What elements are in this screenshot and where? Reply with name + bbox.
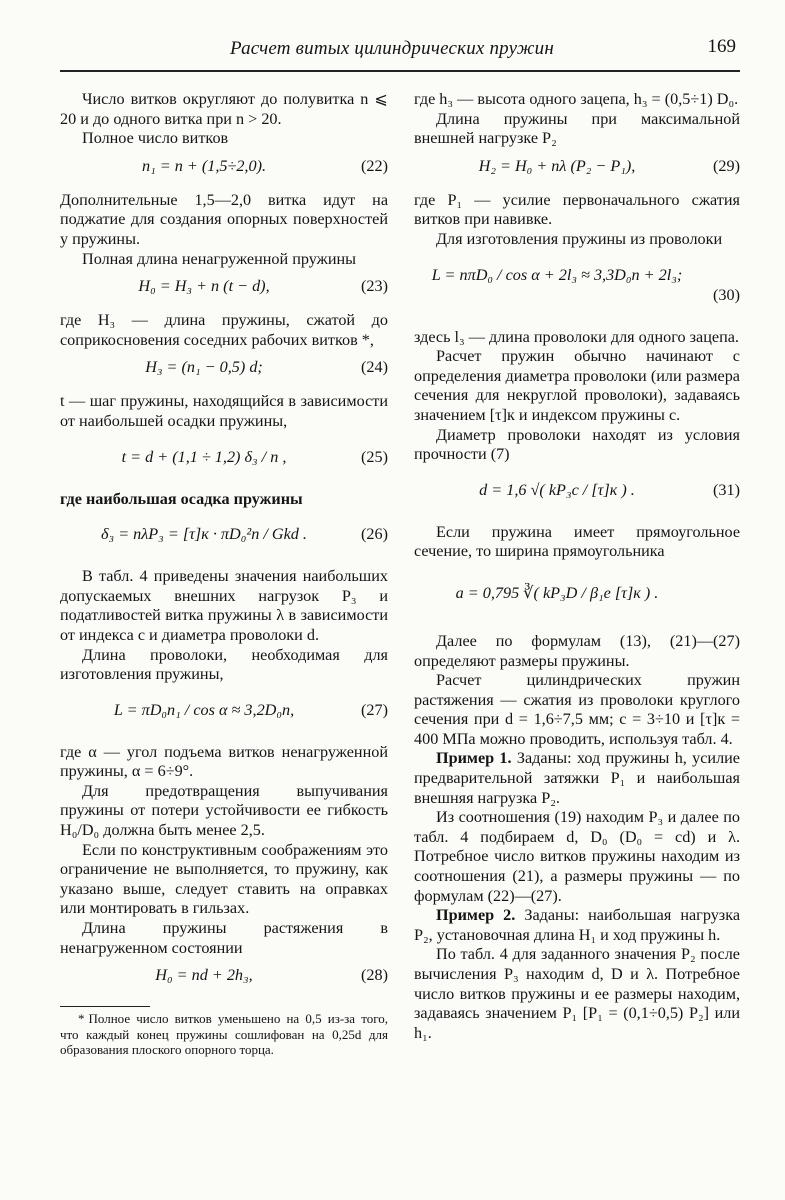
- equation-number: (31): [713, 480, 740, 499]
- equation-expression: H₀ = nd + 2h₃,: [155, 966, 253, 985]
- equation-number: (27): [361, 700, 388, 719]
- paragraph: Полная длина ненагруженной пружины: [82, 249, 357, 268]
- equation-number: (22): [361, 156, 388, 175]
- paragraph: Длина пружины растяжения в ненагруженном состоянии: [60, 919, 388, 957]
- right-column: [414, 90, 740, 1043]
- paragraph: где наибольшая осадка пружины: [60, 489, 303, 508]
- paragraph: Расчет пружин обычно начинают с определения диаметра проволоки (или размера сечения для некруглой проволоки), задаваясь значением [τ]к и индексом пружины c.: [414, 347, 740, 424]
- paragraph: Для предотвращения выпучивания пружины от потери устойчивости ее гибкость H₀/D₀ должна быть менее 2,5.: [60, 781, 388, 840]
- equation-expression: L = nπD₀ / cos α + 2l₃ ≈ 3,3D₀n + 2l₃;: [431, 265, 683, 284]
- header-rule: [60, 70, 740, 72]
- footnote-rule: [60, 1006, 150, 1007]
- paragraph: Число витков округляют до полувитка n ⩽ 20 и до одного витка при n > 20.: [60, 90, 388, 128]
- paragraph: [414, 749, 740, 808]
- equation-number: (26): [361, 525, 388, 544]
- paragraph: Дополнительные 1,5—2,0 витка идут на поджатие для создания опорных поверхностей у пружины.: [60, 190, 388, 248]
- equation-22: [60, 153, 388, 185]
- paragraph: Расчет цилиндрических пружин растяжения — сжатия из проволоки круглого сечения при d = 1,6÷7,5 мм; c = 3÷10 и [τ]к = 400 МПа можно проводить, используя табл. 4.: [414, 671, 740, 748]
- equation-23: [60, 273, 388, 305]
- example-label: Пример 1.: [436, 749, 512, 768]
- equation-number: (29): [713, 156, 740, 175]
- equation-number: (25): [361, 447, 388, 466]
- footnote-mark: *: [78, 1011, 85, 1027]
- paragraph: Если пружина имеет прямоугольное сечение, то ширина прямоугольника: [414, 522, 740, 561]
- paragraph: Длина пружины при максимальной внешней нагрузке P₂: [414, 109, 740, 148]
- equation-expression: L = πD₀n₁ / cos α ≈ 3,2D₀n,: [113, 700, 295, 719]
- paragraph: [414, 906, 740, 945]
- equation-expression: n₁ = n + (1,5÷2,0).: [141, 156, 267, 175]
- equation-24: [60, 354, 388, 386]
- equation-25: [60, 436, 388, 484]
- paragraph: Для изготовления пружины из проволоки: [436, 229, 723, 248]
- example-text: Заданы: ход пружины h, усилие предварительной затяжки P₁ и наибольшая внешняя нагрузка P₂.: [414, 749, 740, 807]
- running-title: Расчет витых цилиндрических пружин: [230, 38, 554, 59]
- paragraph: Из соотношения (19) находим P₃ и далее по табл. 4 подбираем d, D₀ (D₀ = cd) и λ. Потребное число витков пружины находим из соотношения (21), а размеры пружины — по формулам (22)—(27).: [414, 808, 740, 905]
- equation-26: [60, 513, 388, 561]
- equation-expression: H₂ = H₀ + nλ (P₂ − P₁),: [478, 156, 636, 175]
- paragraph: По табл. 4 для заданного значения P₂ после вычисления P₃ находим d, D и λ. Потребное число витков пружины и ее размеры находим, задаваясь значением P₁ [P₁ = (0,1÷0,5) P₂] или h₁.: [414, 945, 740, 1042]
- paragraph: Полное число витков: [82, 129, 229, 148]
- equation-expression: d = 1,6 √( kP₃c / [τ]к ) .: [479, 480, 635, 499]
- equation-number: (23): [361, 277, 388, 296]
- paragraph: где α — угол подъема витков ненагруженной пружины, α = 6÷9°.: [60, 742, 388, 781]
- page-header: [60, 30, 740, 70]
- equation-number: (28): [361, 966, 388, 985]
- footnote-text: Полное число витков уменьшено на 0,5 из-за того, что каждый конец пружины сошлифован на 0,25d для образования плоского опорного торца.: [60, 1011, 388, 1058]
- example-text: Заданы: наибольшая нагрузка P₂, установочная длина H₁ и ход пружины h.: [414, 906, 740, 944]
- equation-expression: H₀ = H₃ + n (t − d),: [138, 277, 270, 296]
- paragraph: Длина проволоки, необходимая для изготовления пружины,: [60, 645, 388, 684]
- equation-29: [414, 153, 740, 185]
- equation-31: [414, 469, 740, 517]
- paragraph: где H₃ — длина пружины, сжатой до соприкосновения соседних рабочих витков *,: [60, 311, 388, 349]
- equation-number: (30): [713, 285, 740, 304]
- paragraph: Далее по формулам (13), (21)—(27) определяют размеры пружины.: [414, 631, 740, 670]
- equation-a: [414, 566, 740, 626]
- paragraph: здесь l₃ — длина проволоки для одного зацепа.: [414, 327, 739, 346]
- paragraph: Диаметр проволоки находят из условия прочности (7): [414, 425, 740, 464]
- paragraph: где P₁ — усилие первоначального сжатия витков при навивке.: [414, 190, 740, 229]
- paragraph: В табл. 4 приведены значения наибольших допускаемых внешних нагрузок P₃ и податливостей витка пружины λ в зависимости от индекса c и диаметра проволоки d.: [60, 567, 388, 644]
- paragraph: где h₃ — высота одного зацепа, h₃ = (0,5÷1) D₀.: [414, 90, 739, 108]
- footnote: [60, 1011, 388, 1058]
- page-number: 169: [707, 36, 736, 57]
- left-column: [60, 90, 388, 1058]
- equation-30: [414, 254, 740, 302]
- equation-expression: t = d + (1,1 ÷ 1,2) δ₃ / n ,: [121, 447, 287, 466]
- equation-expression: H₃ = (n₁ − 0,5) d;: [145, 358, 263, 377]
- equation-27: [60, 689, 388, 737]
- equation-expression: a = 0,795 ∛( kP₃D / β₁e [τ]к ) .: [455, 583, 659, 602]
- equation-28: [60, 962, 388, 994]
- equation-number: (24): [361, 358, 388, 377]
- paragraph: Если по конструктивным соображениям это ограничение не выполняется, то пружину, как указано выше, следует ставить на оправках или монтировать в гильзах.: [60, 840, 388, 918]
- equation-expression: δ₃ = nλP₃ = [τ]к · πD₀²n / Gkd .: [101, 525, 307, 544]
- paragraph: t — шаг пружины, находящийся в зависимости от наибольшей осадки пружины,: [60, 392, 388, 430]
- example-label: Пример 2.: [436, 906, 516, 925]
